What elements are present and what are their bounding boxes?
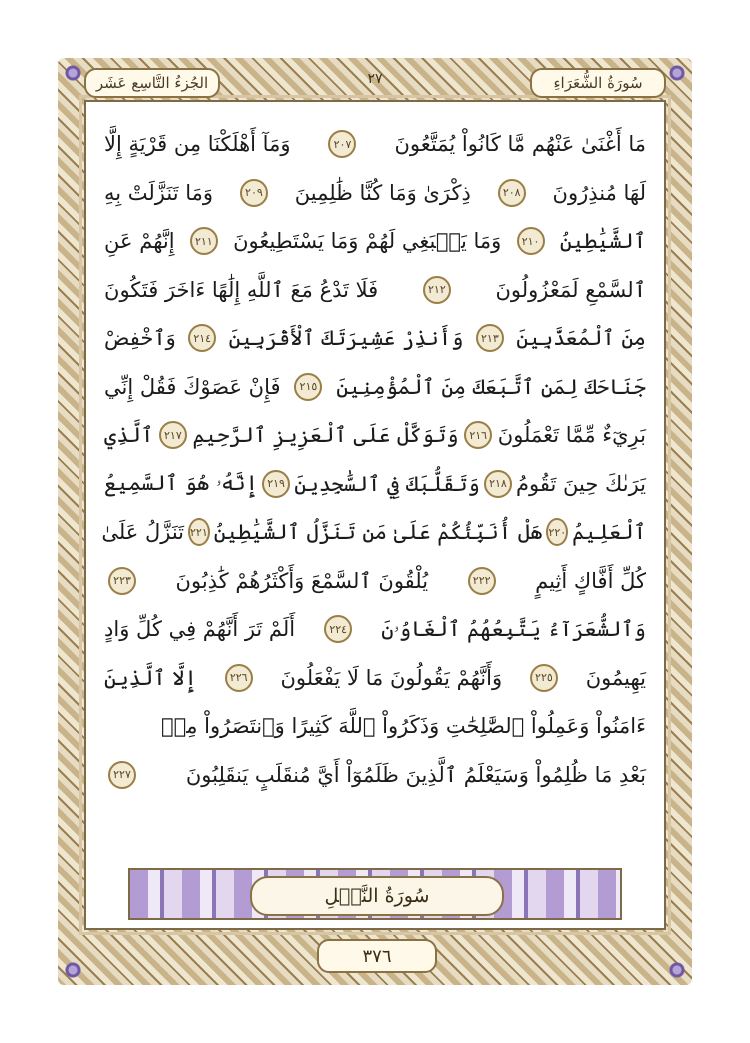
verse-text: وَتَوَكَّلْ عَلَى ٱلْعَزِيزِ ٱلرَّحِيمِ xyxy=(192,423,459,448)
verse-number-marker: ٢٢٤ xyxy=(324,615,352,643)
verse-text: ءَامَنُواْ وَعَمِلُواْ ٱلصَّٰلِحَٰتِ وَذَكَرُواْ ٱللَّهَ كَثِيرًا وَٱنتَصَرُواْ مِنۢ xyxy=(161,714,646,739)
text-line xyxy=(104,314,646,363)
verse-text: جَنَاحَكَ لِمَنِ ٱتَّبَعَكَ مِنَ ٱلْمُؤْمِنِينَ xyxy=(336,374,646,399)
verse-text: كُلِّ أَفَّاكٍ أَثِيمٍ xyxy=(535,568,646,593)
page-number: ٣٧٦ xyxy=(317,939,437,973)
verse-text: إِلَّا ٱلَّذِينَ xyxy=(104,665,197,690)
text-line xyxy=(104,411,646,460)
verse-number-marker: ٢١٣ xyxy=(476,324,504,352)
verse-text: وَٱلشُّعَرَآءُ يَتَّبِعُهُمُ ٱلْغَاوُۥنَ xyxy=(381,616,646,641)
corner-ornament-icon xyxy=(64,64,82,82)
verse-text: ٱلْعَلِيمُ xyxy=(572,520,646,545)
text-line xyxy=(101,508,646,557)
verse-number-marker: ٢٠٨ xyxy=(498,179,526,207)
verse-text: هَلْ أُنَبِّئُكُمْ عَلَىٰ مَن تَنَزَّلُ ٱلشَّيَٰطِينُ xyxy=(213,520,543,545)
verse-text: وَأَنذِرْ عَشِيرَتَكَ ٱلْأَقْرَبِينَ xyxy=(228,326,464,351)
verse-number-marker: ٢٢٥ xyxy=(530,664,558,692)
verse-text: يَهِيمُونَ xyxy=(585,665,646,690)
verse-number-marker: ٢١٤ xyxy=(188,324,216,352)
surah-banner-title: سُورَةُ النَّمۡلِ xyxy=(250,876,504,916)
verse-text: إِنَّهُمْ عَنِ xyxy=(104,229,175,254)
verse-number-marker: ٢٠٩ xyxy=(240,179,268,207)
verse-number-marker: ٢٢٦ xyxy=(225,664,253,692)
text-line xyxy=(104,460,646,509)
verse-text: ٱلَّذِي xyxy=(104,423,154,448)
text-line xyxy=(104,557,646,606)
text-line xyxy=(104,120,646,169)
text-line xyxy=(104,605,646,654)
verse-number-marker: ٢١٠ xyxy=(517,227,545,255)
verse-text: إِنَّهُۥ هُوَ ٱلسَّمِيعُ xyxy=(104,471,258,496)
verse-number-marker: ٢١٦ xyxy=(464,421,492,449)
verse-text: تَنَزَّلُ عَلَىٰ xyxy=(101,520,184,545)
text-line xyxy=(104,363,646,412)
verse-text: يَرَىٰكَ حِينَ تَقُومُ xyxy=(516,471,646,496)
verse-text: وَمَا يَنۢبَغِي لَهُمْ وَمَا يَسْتَطِيعُونَ xyxy=(233,229,502,254)
verse-number-marker: ٢١١ xyxy=(190,227,218,255)
quran-text xyxy=(101,120,646,850)
surah-label: سُورَةُ الشُّعَرَاءِ xyxy=(530,68,666,98)
verse-text: وَتَقَلُّبَكَ فِي ٱلسَّٰجِدِينَ xyxy=(294,471,480,496)
verse-text: أَلَمْ تَرَ أَنَّهُمْ فِي كُلِّ وَادٍ xyxy=(104,617,296,642)
verse-number-marker: ٢٢٧ xyxy=(108,761,136,789)
verse-text: يُلْقُونَ ٱلسَّمْعَ وَأَكْثَرُهُمْ كَٰذِبُونَ xyxy=(175,568,429,593)
corner-ornament-icon xyxy=(668,64,686,82)
verse-number-marker: ٢١٢ xyxy=(423,276,451,304)
text-line xyxy=(104,169,646,218)
text-line xyxy=(104,702,646,751)
juz-label: الجُزءُ التَّاسِع عَشَر xyxy=(84,68,220,98)
verse-text: فَإِنْ عَصَوْكَ فَقُلْ إِنِّي xyxy=(104,374,281,399)
verse-number-marker: ٢٠٧ xyxy=(328,130,356,158)
verse-text: وَمَآ أَهْلَكْنَا مِن قَرْيَةٍ إِلَّا xyxy=(104,132,291,157)
corner-ornament-icon xyxy=(668,961,686,979)
page-header xyxy=(84,64,666,94)
verse-number-marker: ٢١٥ xyxy=(294,373,322,401)
text-line xyxy=(104,266,646,315)
verse-number-marker: ٢٢٣ xyxy=(108,567,136,595)
verse-text: وَٱخْفِضْ xyxy=(104,326,176,351)
text-line xyxy=(104,217,646,266)
verse-text: ٱلسَّمْعِ لَمَعْزُولُونَ xyxy=(495,277,646,302)
verse-text: مَا أَغْنَىٰ عَنْهُم مَّا كَانُواْ يُمَتَّعُونَ xyxy=(394,132,646,157)
verse-text: فَلَا تَدْعُ مَعَ ٱللَّهِ إِلَٰهًا ءَاخَرَ فَتَكُونَ xyxy=(104,277,379,302)
verse-text: مِنَ ٱلْمُعَذَّبِينَ xyxy=(516,326,646,351)
text-line xyxy=(104,751,646,800)
verse-number-marker: ٢١٩ xyxy=(262,470,290,498)
verse-number-marker: ٢٢١ xyxy=(188,518,210,546)
verse-text: ٱلشَّيَٰطِينُ xyxy=(559,229,646,254)
verse-number-marker: ٢٢٢ xyxy=(468,567,496,595)
verse-number-marker: ٢١٧ xyxy=(159,421,187,449)
header-center-number: ٢٧ xyxy=(367,71,383,87)
verse-text: بَعْدِ مَا ظُلِمُواْ وَسَيَعْلَمُ ٱلَّذِينَ ظَلَمُوٓاْ أَيَّ مُنقَلَبٍ يَنقَلِبُونَ xyxy=(185,762,646,787)
corner-ornament-icon xyxy=(64,961,82,979)
verse-text: بَرِيٓءٌ مِّمَّا تَعْمَلُونَ xyxy=(497,423,646,448)
verse-text: ذِكْرَىٰ وَمَا كُنَّا ظَٰلِمِينَ xyxy=(294,180,471,205)
verse-number-marker: ٢١٨ xyxy=(484,470,512,498)
verse-number-marker: ٢٢٠ xyxy=(546,518,568,546)
verse-text: وَمَا تَنَزَّلَتْ بِهِ xyxy=(104,180,214,205)
text-line xyxy=(104,654,646,703)
verse-text: لَهَا مُنذِرُونَ xyxy=(552,180,646,205)
verse-text: وَأَنَّهُمْ يَقُولُونَ مَا لَا يَفْعَلُونَ xyxy=(280,665,503,690)
